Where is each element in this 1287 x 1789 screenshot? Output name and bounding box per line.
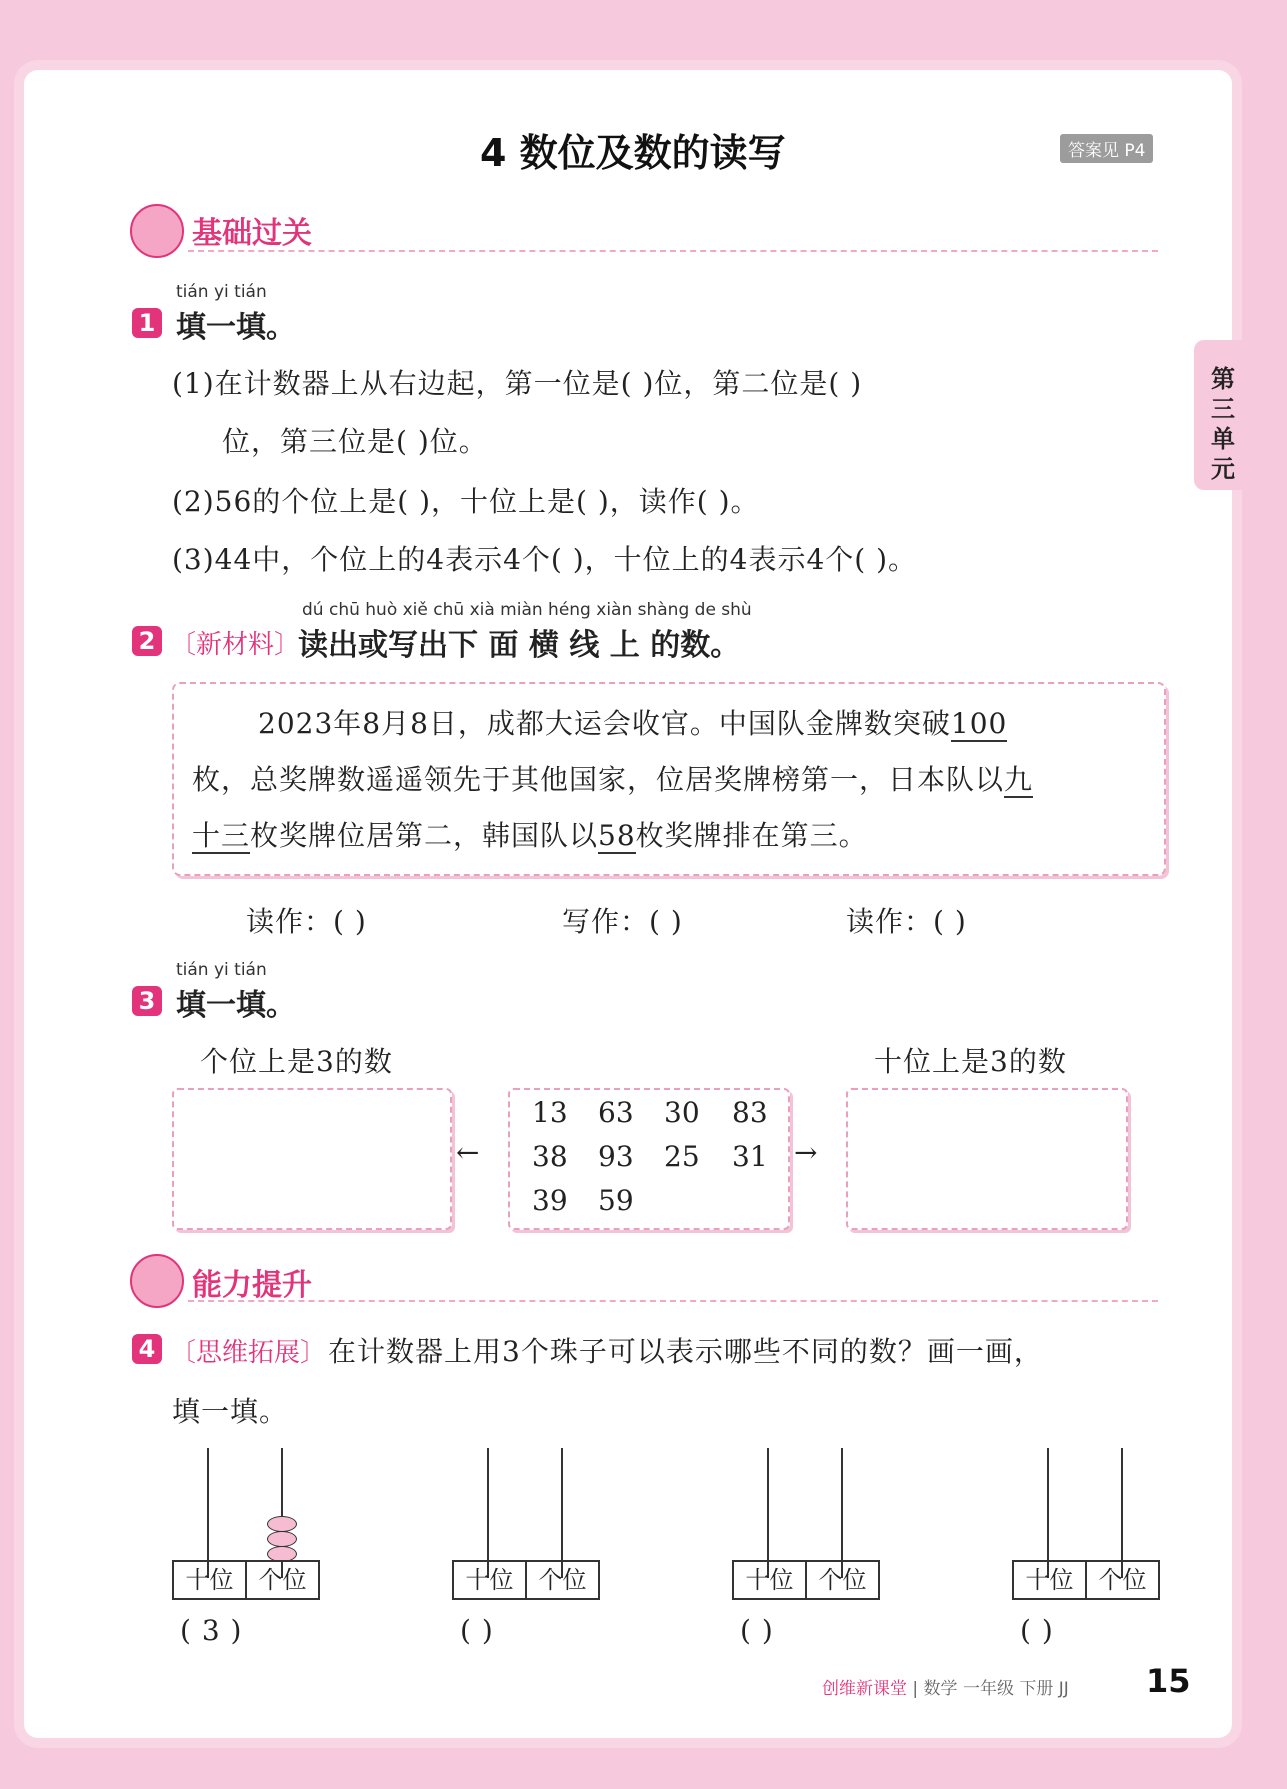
section-basic-heading: 基础过关 <box>192 216 312 251</box>
q3-pinyin: tián yi tián <box>176 960 267 980</box>
ones-label: 个位 <box>1085 1562 1158 1598</box>
ones-label: 个位 <box>525 1562 598 1598</box>
q1-line-1: (1)在计数器上从右边起，第一位是( )位，第二位是( ) <box>172 367 863 400</box>
q2-passage-line-3 <box>192 814 868 854</box>
q3-ones-answer-box[interactable] <box>172 1088 452 1230</box>
ones-label: 个位 <box>245 1562 318 1598</box>
answer-badge: 答案见 P4 <box>1060 134 1153 163</box>
q4-line-2: 填一填。 <box>172 1395 289 1428</box>
q2-answer-1: 读作：( ) <box>246 905 367 938</box>
tens-label: 十位 <box>465 1566 514 1594</box>
abacus-place-labels <box>1012 1560 1160 1600</box>
q2-passage-line-2 <box>192 758 1033 798</box>
pool-number: 25 <box>664 1140 700 1173</box>
abacus-rod-ones[interactable] <box>1121 1448 1123 1578</box>
section-divider <box>188 1300 1158 1302</box>
pool-number: 59 <box>598 1184 634 1217</box>
q2-answer-3: 读作：( ) <box>846 905 967 938</box>
arrow-left-icon: ← <box>456 1136 480 1169</box>
q1-title: 填一填。 <box>176 310 296 345</box>
mascot-avatar-icon <box>130 1254 184 1308</box>
abacus-answer[interactable]: ( ) <box>740 1614 774 1647</box>
tens-label: 十位 <box>1025 1566 1074 1594</box>
section-divider <box>188 250 1158 252</box>
abacus-bead <box>267 1516 297 1532</box>
arrow-right-icon: → <box>794 1136 818 1169</box>
abacus-rod-tens <box>767 1448 769 1578</box>
footer-info: 创维新课堂 | 数学 一年级 下册 JJ <box>822 1679 1069 1699</box>
q2-passage-text: 枚奖牌排在第三。 <box>635 819 868 852</box>
tens-label: 十位 <box>185 1566 234 1594</box>
section-advanced-heading: 能力提升 <box>192 1268 312 1303</box>
q2-passage-line-1 <box>258 702 1007 742</box>
q2-underline-jiu: 九 <box>1004 763 1034 796</box>
q4-number-badge: 4 <box>132 1334 162 1364</box>
q2-passage-text: 枚奖牌位居第二，韩国队以 <box>250 819 599 852</box>
tens-label: 十位 <box>745 1566 794 1594</box>
abacus-rod-ones[interactable] <box>841 1448 843 1578</box>
q2-underline-100: 100 <box>950 707 1008 740</box>
q2-pinyin: dú chū huò xiě chū xià miàn héng xiàn shàng de shù <box>302 600 752 620</box>
q1-number-badge: 1 <box>132 308 162 338</box>
unit-tab-label: 第三单元 <box>1211 365 1235 483</box>
q2-title: 读出或写出下 面 横 线 上 的数。 <box>298 628 741 663</box>
pool-number: 13 <box>532 1096 568 1129</box>
q2-passage-text: 枚，总奖牌数遥遥领先于其他国家，位居奖牌榜第一，日本队以 <box>192 763 1005 796</box>
pool-number: 83 <box>732 1096 768 1129</box>
page-number: 15 <box>1146 1662 1191 1700</box>
q2-tag: 〔新材料〕 <box>170 630 301 660</box>
q2-number-badge: 2 <box>132 626 162 656</box>
q2-underline-shisan: 十三 <box>192 819 251 852</box>
q3-right-label: 十位上是3的数 <box>874 1045 1067 1078</box>
q3-tens-answer-box[interactable] <box>846 1088 1128 1230</box>
abacus-rod-tens <box>1047 1448 1049 1578</box>
footer-brand: 创维新课堂 <box>822 1679 907 1699</box>
q2-answer-2: 写作：( ) <box>562 905 683 938</box>
abacus-answer[interactable]: ( ) <box>460 1614 494 1647</box>
q2-passage-text: 2023年8月8日，成都大运会收官。中国队金牌数突破 <box>258 707 951 740</box>
q3-number-badge: 3 <box>132 986 162 1016</box>
abacus-rod-tens <box>207 1448 209 1578</box>
abacus-answer[interactable]: ( ) <box>1020 1614 1054 1647</box>
q1-line-3: (2)56的个位上是( )，十位上是( )，读作( )。 <box>172 485 760 518</box>
abacus-place-labels <box>732 1560 880 1600</box>
ones-label: 个位 <box>805 1562 878 1598</box>
q1-line-4: (3)44中，个位上的4表示4个( )，十位上的4表示4个( )。 <box>172 543 918 576</box>
abacus-answer: ( 3 ) <box>180 1614 243 1647</box>
pool-number: 39 <box>532 1184 568 1217</box>
abacus-rod-ones[interactable] <box>561 1448 563 1578</box>
mascot-avatar-icon <box>130 204 184 258</box>
q1-line-2: 位，第三位是( )位。 <box>222 425 488 458</box>
footer-book-info: 数学 一年级 下册 JJ <box>923 1679 1069 1699</box>
q1-pinyin: tián yi tián <box>176 282 267 302</box>
pool-number: 63 <box>598 1096 634 1129</box>
q4-line-1: 在计数器上用3个珠子可以表示哪些不同的数？画一画， <box>328 1335 1043 1368</box>
q2-underline-58: 58 <box>598 819 636 852</box>
q3-left-label: 个位上是3的数 <box>200 1045 393 1078</box>
pool-number: 93 <box>598 1140 634 1173</box>
page-title: 4 数位及数的读写 <box>480 131 786 175</box>
abacus-bead <box>267 1531 297 1547</box>
pool-number: 30 <box>664 1096 700 1129</box>
pool-number: 38 <box>532 1140 568 1173</box>
q3-title: 填一填。 <box>176 988 296 1023</box>
abacus-place-labels <box>172 1560 320 1600</box>
abacus-rod-tens <box>487 1448 489 1578</box>
q4-tag: 〔思维拓展〕 <box>170 1338 327 1368</box>
pool-number: 31 <box>732 1140 768 1173</box>
abacus-place-labels <box>452 1560 600 1600</box>
